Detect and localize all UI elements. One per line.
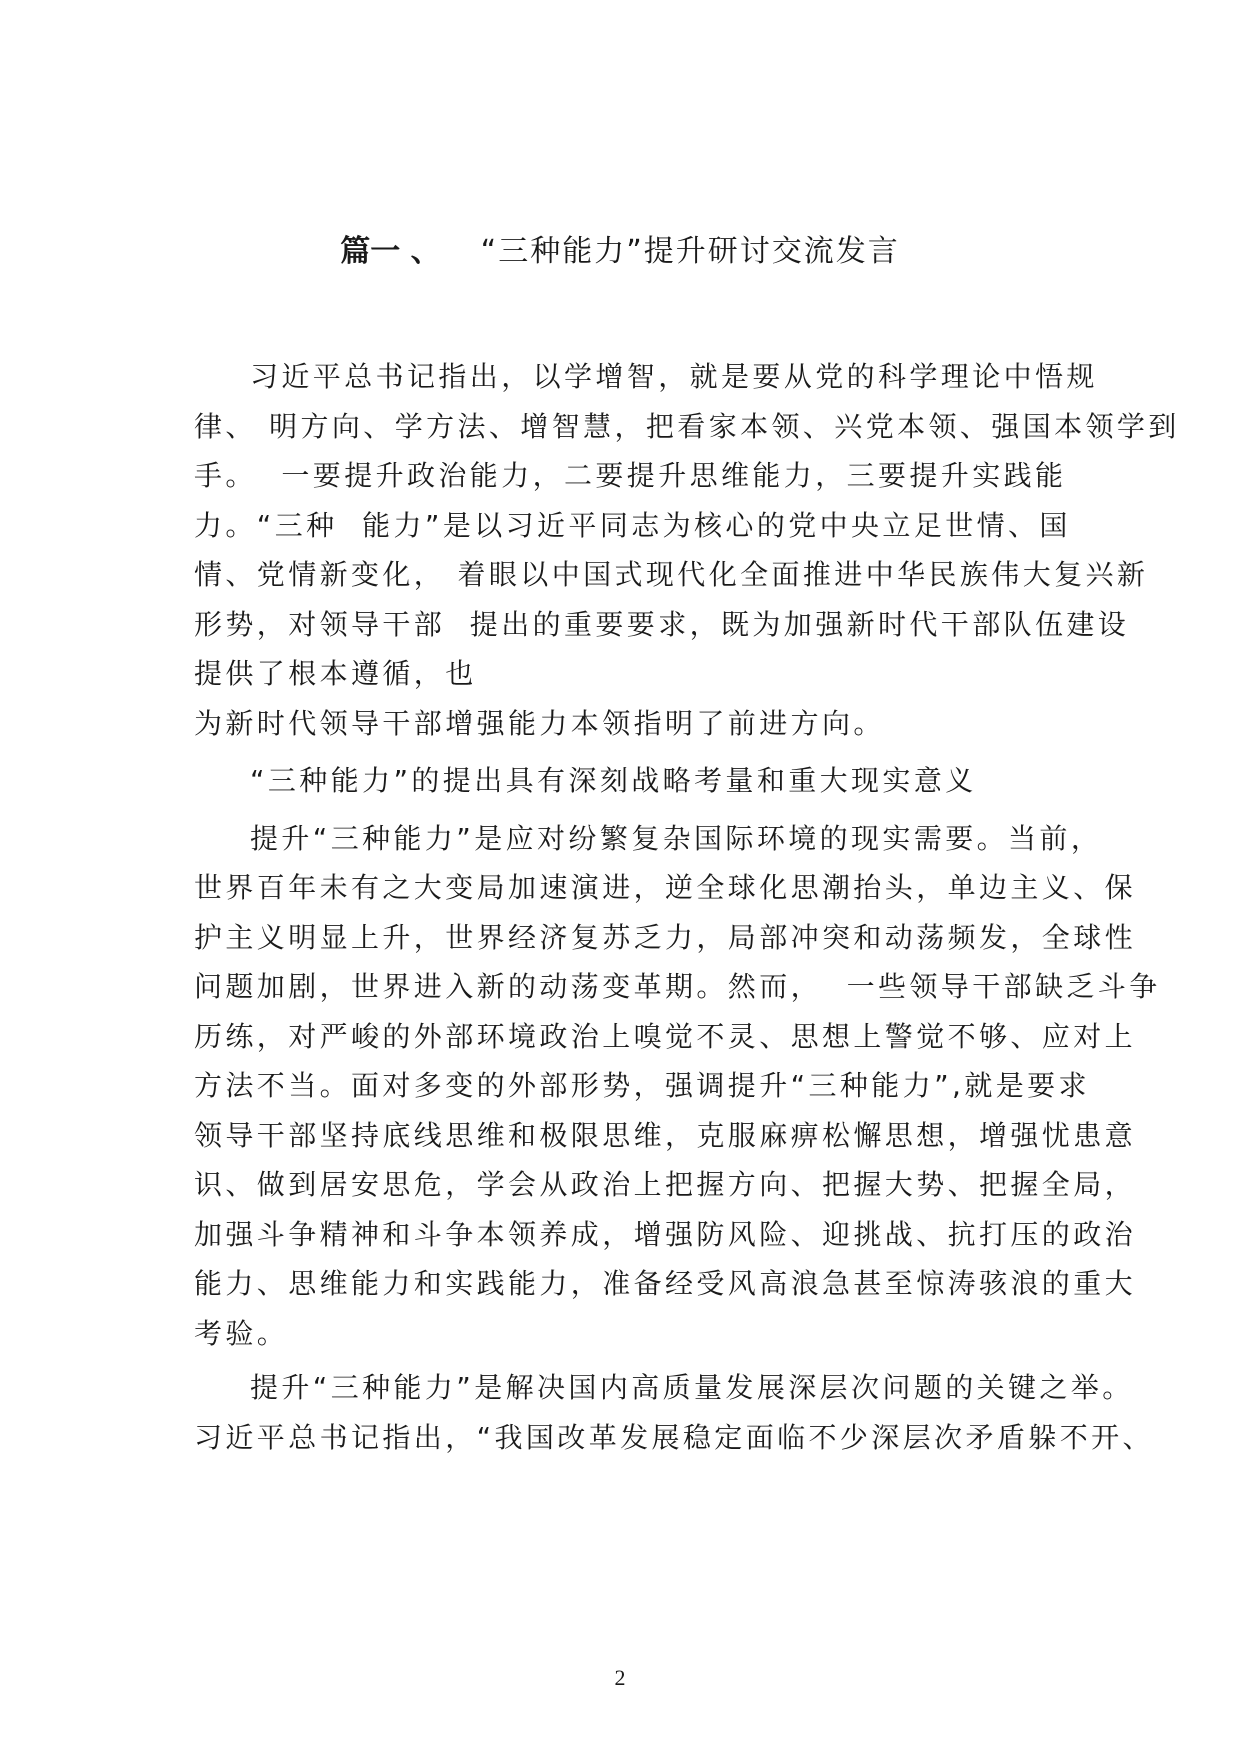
text-line: 情、党情新变化， 着眼以中国式现代化全面推进中华民族伟大复兴新 [194, 558, 1149, 591]
text-line: 律、 明方向、学方法、增智慧，把看家本领、兴党本领、强国本领学到 [194, 409, 1180, 443]
body-text [194, 352, 1180, 1462]
text-line: 加强斗争精神和斗争本领养成，增强防风险、迎挑战、抗打压的政治 [194, 1217, 1137, 1251]
text-line: 问题加剧，世界进入新的动荡变革期。然而， 一些领导干部缺乏斗争 [194, 970, 1161, 1003]
page-number: 2 [614, 1665, 626, 1690]
text-line: 方法不当。面对多变的外部形势，强调提升“三种能力”,就是要求 [194, 1069, 1090, 1102]
text-line: 提升“三种能力”是解决国内高质量发展深层次问题的关键之举。 [250, 1371, 1134, 1404]
text-line: 提升“三种能力”是应对纷繁复杂国际环境的现实需要。当前， [250, 821, 1103, 855]
text-line: 习近平总书记指出，以学增智，就是要从党的科学理论中悟规 [250, 360, 1098, 393]
text-line: 识、做到居安思危，学会从政治上把握方向、把握大势、把握全局， [194, 1168, 1137, 1201]
document-title [0, 232, 1240, 272]
text-line: 能力、思维能力和实践能力，准备经受风高浪急甚至惊涛骇浪的重大 [194, 1267, 1137, 1300]
text-line: 形势，对领导干部 提出的重要要求，既为加强新时代干部队伍建设 [194, 607, 1130, 641]
text-line: 领导干部坚持底线思维和极限思维，克服麻痹松懈思想，增强忧患意 [194, 1118, 1137, 1152]
text-line: 世界百年未有之大变局加速演进，逆全球化思潮抬头，单边主义、保 [194, 871, 1137, 904]
section-heading: “三种能力”的提出具有深刻战略考量和重大现实意义 [250, 764, 977, 797]
text-line: 为新时代领导干部增强能力本领指明了前进方向。 [194, 706, 885, 740]
title-text: “三种能力”提升研讨交流发言 [480, 234, 900, 269]
text-line: 手。 一要提升政治能力，二要提升思维能力，三要提升实践能 [194, 459, 1067, 492]
text-line: 力。“三种 能力”是以习近平同志为核心的党中央立足世情、国 [194, 508, 1071, 542]
text-line: 护主义明显上升，世界经济复苏乏力，局部冲突和动荡频发，全球性 [194, 920, 1137, 954]
text-line: 历练，对严峻的外部环境政治上嗅觉不灵、思想上警觉不够、应对上 [194, 1019, 1137, 1053]
text-line: 习近平总书记指出，“我国改革发展稳定面临不少深层次矛盾躲不开、 [194, 1420, 1154, 1454]
text-line: 提供了根本遵循，也 [194, 657, 477, 690]
text-line: 考验。 [194, 1316, 289, 1350]
title-section-label: 篇一 、 [340, 234, 441, 269]
